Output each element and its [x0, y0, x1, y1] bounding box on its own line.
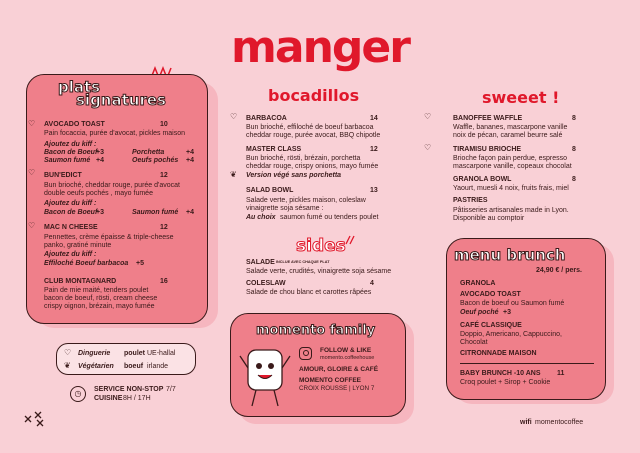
momento-title: momento family [256, 323, 376, 338]
legend-label: boeuf [124, 363, 144, 370]
leaf-icon: ❦ [230, 170, 237, 179]
sweet-title: sweeet ! [482, 88, 560, 107]
item-desc: double oeufs pochés , mayo fumée [44, 190, 153, 197]
brunch-line: GRANOLA [460, 280, 496, 287]
option-price: +3 [96, 149, 104, 156]
brunch-line: +3 [503, 309, 511, 316]
brunch-line: AVOCADO TOAST [460, 291, 521, 298]
option-price: +5 [136, 260, 144, 267]
item-desc: Au choix [246, 214, 276, 221]
item-name: AVOCADO TOAST [44, 121, 105, 128]
option: Effiloché Boeuf barbacoa [44, 260, 129, 267]
item-name: COLESLAW [246, 280, 286, 287]
heart-icon: ♡ [230, 112, 238, 121]
item-price: 8 [572, 115, 576, 122]
service-line: 7/7 [166, 386, 176, 393]
item-name: BARBACOA [246, 115, 287, 122]
instagram-handle[interactable]: momento.coffeehouse [320, 355, 375, 361]
item-name: BANOFFEE WAFFLE [453, 115, 523, 122]
divider [460, 363, 594, 364]
item-price: 8 [572, 146, 576, 153]
baby-brunch-price: 11 [557, 370, 565, 377]
service-line: 8H / 17H [123, 395, 151, 402]
item-desc: Salade verte, pickles maison, coleslaw [246, 197, 366, 204]
heart-icon: ♡ [28, 119, 36, 128]
item-desc: Salade verte, crudités, vinaigrette soja sésame [246, 268, 392, 275]
option: Oeufs pochés [132, 157, 179, 164]
kiff-label: Ajoutez du kiff : [44, 141, 97, 148]
legend-value: UE-hallal [147, 350, 176, 357]
brunch-line: CAFÉ CLASSIQUE [460, 322, 522, 329]
option: Porchetta [132, 149, 165, 156]
item-desc: cheddar rouge, purée avocat, BBQ chipotle [246, 132, 381, 139]
item-name: SALADE [246, 259, 275, 266]
heart-icon: ♡ [64, 348, 72, 357]
item-desc: Pain focaccia, purée d'avocat, pickles maison [44, 130, 186, 137]
item-desc: mascarpone vanille, copeaux chocolat [453, 163, 572, 170]
item-desc: vinaigrette soja sésame : [246, 205, 324, 212]
item-price: 12 [370, 146, 378, 153]
baby-brunch-desc: Croq poulet + Sirop + Cookie [460, 379, 551, 386]
clock-icon: ◷ [70, 386, 86, 402]
coffee-location: CROIX ROUSSE | LYON 7 [299, 385, 375, 392]
veg-note: Version végé sans porchetta [246, 172, 342, 179]
service-line: SERVICE NON-STOP [94, 386, 164, 393]
item-price: 16 [160, 278, 168, 285]
brunch-line: Doppio, Americano, Cappuccino, [460, 331, 562, 338]
coffee-name: MOMENTO COFFEE [299, 377, 361, 384]
item-desc: Disponible au comptoir [453, 215, 525, 222]
option: Bacon de Boeuf [44, 209, 98, 216]
item-note: INCLUE AVEC CHAQUE PLAT [276, 260, 330, 264]
item-desc: Waffle, bananes, mascarpone vanille [453, 124, 568, 131]
item-price: 4 [370, 280, 374, 287]
item-desc: panko, gratiné minute [44, 242, 112, 249]
option-price: +4 [96, 157, 104, 164]
baby-brunch: BABY BRUNCH -10 ANS [460, 370, 541, 377]
item-name: CLUB MONTAGNARD [44, 278, 117, 285]
brunch-line: Chocolat [460, 339, 488, 346]
item-name: SALAD BOWL [246, 187, 294, 194]
heart-icon: ♡ [28, 168, 36, 177]
option: Saumon fumé [44, 157, 91, 164]
item-desc: Salade de chou blanc et carottes râpées [246, 289, 372, 296]
bocadillos-title: bocadillos [268, 86, 360, 105]
item-desc: saumon fumé ou tenders poulet [280, 214, 379, 221]
legend-value: irlande [147, 363, 169, 370]
item-price: 10 [160, 121, 168, 128]
item-price: 13 [370, 187, 378, 194]
kiff-label: Ajoutez du kiff : [44, 200, 97, 207]
item-desc: Yaourt, muesli 4 noix, fruits frais, miel [453, 185, 569, 192]
legend-label: Végétarien [78, 363, 114, 370]
item-name: MASTER CLASS [246, 146, 302, 153]
item-name: TIRAMISU BRIOCHE [453, 146, 522, 153]
item-desc: Pain de mie maité, tenders poulet [44, 287, 149, 294]
option: Bacon de Boeuf [44, 149, 98, 156]
option-price: +4 [186, 157, 194, 164]
heart-icon: ♡ [28, 221, 36, 230]
leaf-icon: ❦ [64, 361, 71, 370]
item-name: GRANOLA BOWL [453, 176, 512, 183]
item-price: 12 [160, 172, 168, 179]
instagram-icon [299, 347, 312, 360]
item-price: 14 [370, 115, 378, 122]
item-desc: cheddar rouge, crispy onions, mayo fumée [246, 163, 379, 170]
option-price: +4 [186, 149, 194, 156]
item-price: 8 [572, 176, 576, 183]
option-price: +4 [186, 209, 194, 216]
item-desc: Bun brioché, effiloché de boeuf barbacoa [246, 124, 374, 131]
legend-label: Dinguerie [78, 350, 111, 357]
item-name: PASTRIES [453, 197, 488, 204]
legend-label: poulet [124, 350, 145, 357]
heart-icon: ♡ [424, 143, 432, 152]
sparkle-icon [22, 408, 48, 430]
sparkle-icon [344, 234, 356, 246]
signatures-title-2: signatures [76, 91, 166, 109]
item-price: 12 [160, 224, 168, 231]
item-desc: Pennettes, crème épaisse & triple-cheese [44, 234, 174, 241]
page-title: manger [231, 22, 409, 73]
brunch-line: Oeuf poché [460, 309, 499, 316]
heart-icon: ♡ [424, 112, 432, 121]
item-desc: Brioche façon pain perdue, espresso [453, 155, 568, 162]
item-desc: Bun brioché, rösti, brézain, porchetta [246, 155, 361, 162]
brunch-line: CITRONNADE MAISON [460, 350, 537, 357]
item-desc: Bun brioché, cheddar rouge, purée d'avocat [44, 182, 180, 189]
option-price: +3 [96, 209, 104, 216]
service-line: CUISINE [94, 395, 123, 402]
item-name: BUN'EDICT [44, 172, 82, 179]
brunch-line: Bacon de boeuf ou Saumon fumé [460, 300, 565, 307]
wifi-name: momentocoffee [535, 419, 584, 426]
signatures-title-1: plats [58, 78, 101, 96]
item-desc: noix de pécan, caramel beurre salé [453, 132, 563, 139]
item-desc: Pâtisseries artisanales made in Lyon. [453, 207, 569, 214]
sides-title: sides [296, 236, 346, 256]
option: Saumon fumé [132, 209, 179, 216]
wifi-label: wifi [520, 419, 532, 426]
kiff-label: Ajoutez du kiff : [44, 251, 97, 258]
brunch-title: menu brunch [454, 246, 566, 264]
brunch-price: 24,90 € / pers. [536, 267, 582, 274]
slogan: AMOUR, GLOIRE & CAFÉ [299, 366, 379, 373]
item-desc: crispy oignon, brézain, mayo fumée [44, 303, 155, 310]
follow-label: FOLLOW & LIKE [320, 347, 372, 354]
item-name: MAC N CHEESE [44, 224, 98, 231]
item-desc: bacon de boeuf, rösti, cream cheese [44, 295, 158, 302]
mascot-icon [236, 342, 294, 410]
